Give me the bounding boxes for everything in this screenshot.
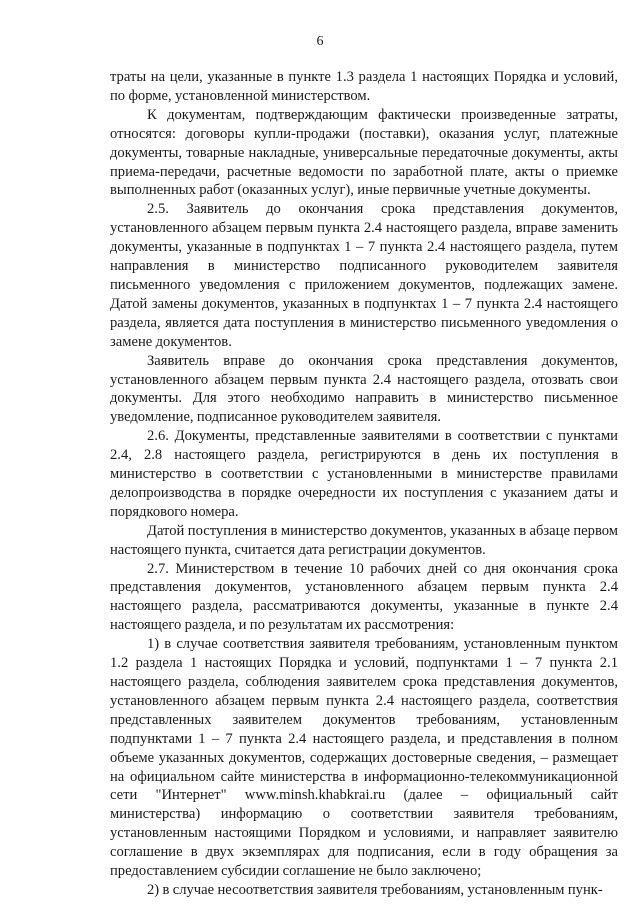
paragraph: траты на цели, указанные в пункте 1.3 раздела 1 настоящих Порядка и условий, по форме, установленной министерством. bbox=[110, 69, 618, 104]
paragraph: 2.6. Документы, представленные заявителями в соответствии с пунктами 2.4, 2.8 настоящего раздела, регистрируются в день их поступления в министерство в соответствии с установленными в министерстве правилами делопроизводства в порядке очередности их поступления с указанием даты и порядкового номера. bbox=[110, 428, 618, 520]
paragraph: 2.7. Министерством в течение 10 рабочих дней со дня окончания срока представления документов, установленного абзацем первым пункта 2.4 настоящего раздела, рассматриваются документы, указанные в пункте 2.4 настоящего раздела, и по результатам их рассмотрения: bbox=[110, 560, 618, 634]
paragraph: Заявитель вправе до окончания срока представления документов, установленного абзацем первым пункта 2.4 настоящего раздела, отозвать свои документы. Для этого необходимо направить в министерство письменное уведомление, подписанное руководителем заявителя. bbox=[110, 352, 618, 426]
page-number: 6 bbox=[316, 34, 324, 49]
paragraph: 1) в случае соответствия заявителя требованиям, установленным пунктом 1.2 раздела 1 настоящих Порядка и условий, подпунктами 1 – 7 пункта 2.1 настоящего раздела, соблюдения заявителем срока представления документов, установленного абзацем первым пункта 2.4 настоящего раздела, соответствия представленных заявителем документов требованиям, установленным подпунктами 1 – 7 пункта 2.4 настоящего раздела, и представления в полном объеме указанных документов, содержащих достоверные сведения, – размещает на официальном сайте министерства в информационно-телекоммуникационной сети "Интернет" www.minsh.khabkrai.ru (далее – официальный сайт министерства) информацию о соответствии заявителя требованиям, установленным настоящими Порядком и условиями, и направляет заявителю соглашение в двух экземплярах для подписания, если в году обращения за предоставлением субсидии соглашение не было заключено; bbox=[110, 636, 618, 880]
paragraph: К документам, подтверждающим фактически произведенные затраты, относятся: договоры купли-продажи (поставки), оказания услуг, платежные документы, товарные накладные, универсальные передаточные документы, акты приема-передачи, расчетные ведомости по заработной плате, акты о приемке выполненных работ (оказанных услуг), иные первичные учетные документы. bbox=[110, 106, 618, 199]
paragraph: 2.5. Заявитель до окончания срока представления документов, установленного абзацем первым пункта 2.4 настоящего раздела, вправе заменить документы, указанные в подпунктах 1 – 7 пункта 2.4 настоящего раздела, путем направления в министерство подписанного руководителем заявителя письменного уведомления с приложением документов, подлежащих замене. Датой замены документов, указанных в подпунктах 1 – 7 пункта 2.4 настоящего раздела, является дата поступления в министерство письменного уведомления о замене документов. bbox=[110, 201, 618, 350]
document-body bbox=[110, 68, 618, 900]
paragraph: 2) в случае несоответствия заявителя требованиям, установленным пунк- bbox=[147, 881, 603, 898]
paragraph: Датой поступления в министерство документов, указанных в абзаце первом настоящего пункта, считается дата регистрации документов. bbox=[110, 522, 618, 558]
